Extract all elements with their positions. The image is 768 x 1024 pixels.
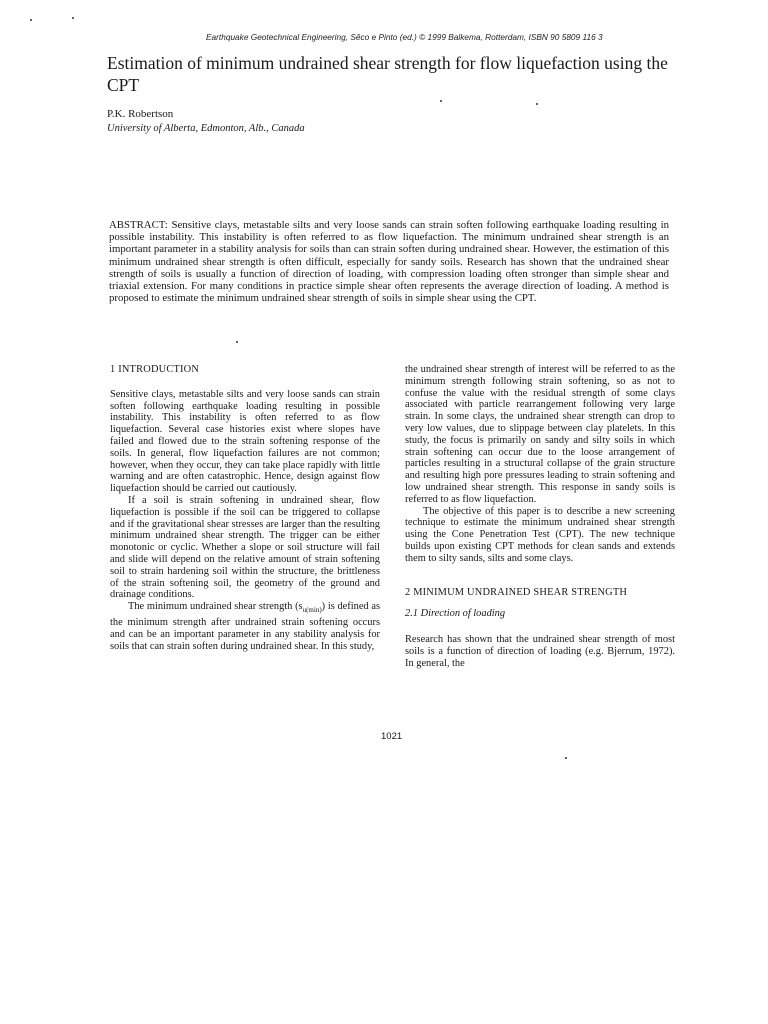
scan-speck <box>536 103 538 105</box>
author-affiliation: University of Alberta, Edmonton, Alb., Canada <box>107 123 305 134</box>
right-column <box>405 364 675 670</box>
publication-reference: Earthquake Geotechnical Engineering, Sêco e Pinto (ed.) © 1999 Balkema, Rotterdam, ISBN 90 5809 116 3 <box>206 32 603 42</box>
section2-paragraph-1: Research has shown that the undrained shear strength of most soils is a function of direction of loading (e.g. Bjerrum, 1972). In general, the <box>405 634 675 669</box>
abstract: ABSTRACT: Sensitive clays, metastable silts and very loose sands can strain soften following earthquake loading resulting in possible instability. This instability is often referred to as flow liquefaction. The minimum undrained shear strength is an important parameter in a stability analysis for soils than can strain soften during undrained shear. However, the estimation of this minimum undrained shear strength is often difficult, especially for sandy soils. Research has shown that the undrained shear strength of soils is usually a function of direction of loading, with compression loading often stronger than simple shear and triaxial extension. For many conditions in practice simple shear often represents the average direction of loading. A method is proposed to estimate the minimum undrained shear strength of soils in simple shear using the CPT. <box>109 219 669 305</box>
scan-speck <box>440 100 442 102</box>
left-column <box>110 364 380 652</box>
paper-authors: P.K. Robertson <box>107 108 174 120</box>
subsection-heading-direction: 2.1 Direction of loading <box>405 608 506 620</box>
scan-speck <box>236 341 238 343</box>
scan-speck <box>72 17 74 19</box>
paper-title: Estimation of minimum undrained shear strength for flow liquefaction using the CPT <box>107 53 668 95</box>
section-heading-minimum-strength: 2 MINIMUM UNDRAINED SHEAR STRENGTH <box>405 586 628 598</box>
intro-paragraph-3-end: ) is defined as the minimum strength after undrained strain softening occurs and can be an important parameter in any stability analysis for soils that can strain soften during undrained shear. In this study, <box>110 601 380 652</box>
intro-paragraph-3-start: The minimum undrained shear strength (s <box>128 601 303 613</box>
intro-paragraph-1: Sensitive clays, metastable silts and very loose sands can strain soften following earthquake loading resulting in possible instability. This instability is often referred to as flow liquefaction. Several case histories exist where slopes have failed and flowed due to the strain softening response of the soils. In general, flow liquefaction failures are not common; however, when they occur, they can take place rapidly with little warning and are often catastrophic. Hence, design against flow liquefaction should be carried out cautiously. <box>110 388 380 495</box>
strength-subscript: u(min) <box>302 606 322 615</box>
intro-paragraph-3 <box>110 601 380 652</box>
intro-paragraph-5: The objective of this paper is to describe a new screening technique to estimate the minimum undrained shear strength using the Cone Penetration Test (CPT). The new technique builds upon existing CPT methods for clean sands and extends them to silty sands, silts and some clays. <box>405 505 675 564</box>
scan-speck <box>30 19 32 21</box>
page-number: 1021 <box>381 731 403 742</box>
scan-speck <box>565 757 567 759</box>
intro-paragraph-4: the undrained shear strength of interest will be referred to as the minimum strength following strain softening, so as not to confuse the value with the residual strength of some clays associated with particle rearrangement following very large strain. In some clays, the undrained shear strength can drop to very low values, due to slippage between clay platelets. In this study, the focus is primarily on sandy and silty soils in which strain softening can occur due to the loose arrangement of particles resulting in a structural collapse of the grain structure and resulting high pore pressures leading to strain softening and low undrained shear strength. This response in sandy soils is referred to as flow liquefaction. <box>405 364 675 505</box>
intro-paragraph-2: If a soil is strain softening in undrained shear, flow liquefaction is possible if the soil can be triggered to collapse and if the gravitational shear stresses are larger than the resulting minimum undrained shear strength. The trigger can be either monotonic or cyclic. Whether a slope or soil structure will fail and slide will depend on the relative amount of strain softening soil to strain hardening soil within the structure, the brittleness of the strain softening soil, the geometry of the ground and drainage conditions. <box>110 494 380 601</box>
section-heading-introduction: 1 INTRODUCTION <box>110 364 200 375</box>
